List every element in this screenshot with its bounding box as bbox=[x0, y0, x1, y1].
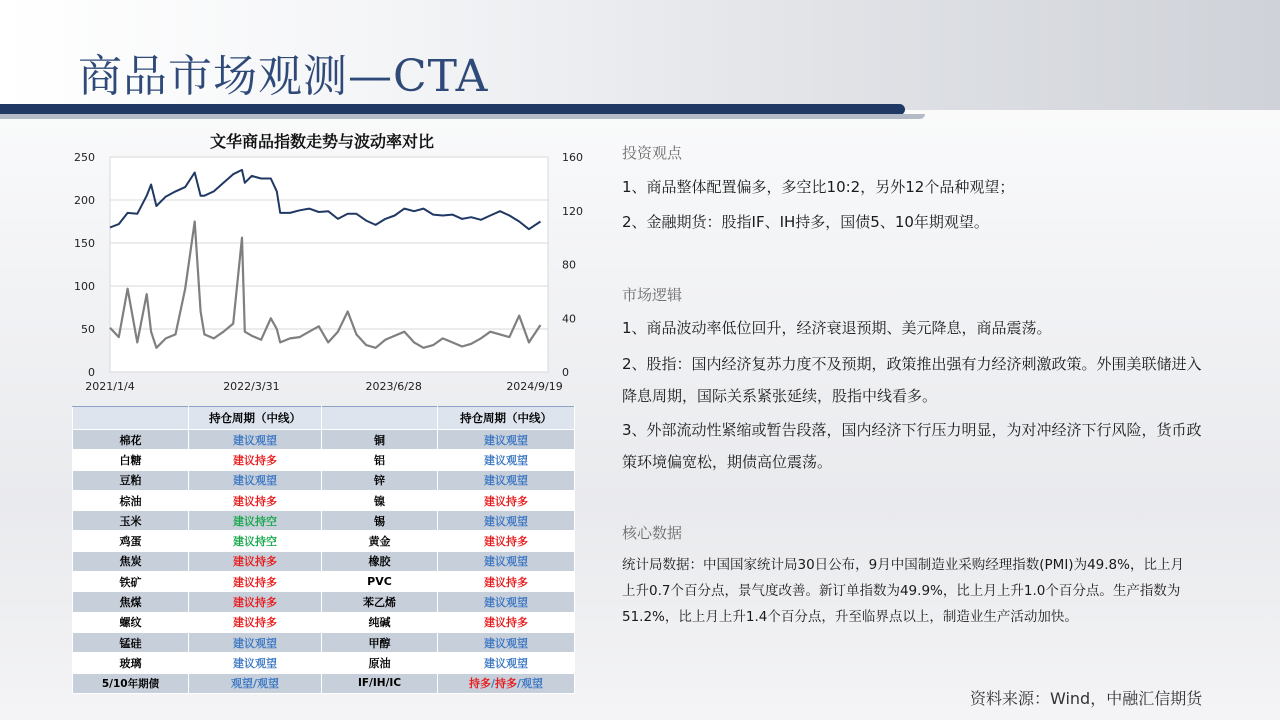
y-right-tick-label: 0 bbox=[562, 366, 569, 379]
commodity-name: 白糖 bbox=[73, 450, 189, 470]
table-row bbox=[73, 592, 575, 612]
table-row bbox=[73, 470, 575, 490]
advice-cell: 建议观望 bbox=[438, 450, 575, 470]
advice-cell: 建议观望 bbox=[438, 592, 575, 612]
x-tick-label: 2023/6/28 bbox=[365, 380, 422, 393]
commodity-name: 黄金 bbox=[322, 531, 438, 551]
advice-part: 观望 bbox=[521, 677, 544, 691]
y-right-tick-label: 80 bbox=[562, 258, 576, 272]
table-header-right: 持仓周期（中线） bbox=[438, 407, 575, 430]
commodity-name: 铝 bbox=[322, 450, 438, 470]
y-left-tick-label: 250 bbox=[74, 151, 95, 164]
advice-cell: 建议持多 bbox=[438, 572, 575, 592]
advice-cell: 建议持多 bbox=[438, 490, 575, 510]
table-row bbox=[73, 632, 575, 652]
commodity-name: 橡胶 bbox=[322, 551, 438, 571]
table-row bbox=[73, 490, 575, 510]
chart-title: 文华商品指数走势与波动率对比 bbox=[209, 132, 435, 151]
y-left-tick-label: 100 bbox=[74, 280, 95, 293]
view-point-2: 2、金融期货：股指IF、IH持多，国债5、10年期观望。 bbox=[622, 213, 989, 231]
advice-separator: / bbox=[517, 677, 522, 691]
commodity-name: 甲醇 bbox=[322, 632, 438, 652]
commodity-name: 锰硅 bbox=[73, 632, 189, 652]
advice-cell: 建议观望 bbox=[189, 632, 322, 652]
commodity-name: 纯碱 bbox=[322, 612, 438, 632]
commodity-name: 棉花 bbox=[73, 430, 189, 450]
table-header-row bbox=[73, 407, 575, 430]
advice-cell bbox=[438, 673, 575, 693]
commodity-name: 铁矿 bbox=[73, 572, 189, 592]
table-row bbox=[73, 430, 575, 450]
y-left-tick-label: 0 bbox=[88, 366, 95, 379]
advice-cell: 建议持空 bbox=[189, 511, 322, 531]
chart-gridlines bbox=[110, 157, 548, 372]
section-title-data: 核心数据 bbox=[622, 524, 683, 542]
y-right-tick-label: 120 bbox=[562, 204, 583, 218]
advice-cell: 建议持空 bbox=[189, 531, 322, 551]
table-row bbox=[73, 551, 575, 571]
commodity-name: 玻璃 bbox=[73, 653, 189, 673]
y-left-tick-label: 200 bbox=[74, 194, 95, 207]
advice-part: 观望 bbox=[257, 677, 280, 691]
commodity-name: 锡 bbox=[322, 511, 438, 531]
commodity-name: 焦炭 bbox=[73, 551, 189, 571]
advice-cell: 建议持多 bbox=[189, 551, 322, 571]
table-header-left: 持仓周期（中线） bbox=[189, 407, 322, 430]
commodity-name: 棕油 bbox=[73, 490, 189, 510]
commodity-name: 苯乙烯 bbox=[322, 592, 438, 612]
commodity-name: 玉米 bbox=[73, 511, 189, 531]
advice-cell: 建议持多 bbox=[189, 572, 322, 592]
table-row bbox=[73, 653, 575, 673]
y-left-tick-label: 50 bbox=[81, 323, 95, 336]
commodity-name: 锌 bbox=[322, 470, 438, 490]
table-row bbox=[73, 511, 575, 531]
advice-cell: 建议持多 bbox=[189, 450, 322, 470]
advice-cell: 建议观望 bbox=[438, 551, 575, 571]
advice-part: 观望 bbox=[230, 677, 253, 691]
advice-cell: 建议观望 bbox=[189, 470, 322, 490]
advice-cell: 建议观望 bbox=[438, 430, 575, 450]
logic-point-3: 3、外部流动性紧缩或暂告段落，国内经济下行压力明显，为对冲经济下行风险，货币政策环境偏宽松，期债高位震荡。 bbox=[622, 421, 1202, 471]
commodity-name: 豆粕 bbox=[73, 470, 189, 490]
view-point-1: 1、商品整体配置偏多，多空比10:2，另外12个品种观望； bbox=[622, 178, 1015, 196]
advice-part: 持多 bbox=[468, 677, 491, 691]
advice-cell: 建议持多 bbox=[189, 490, 322, 510]
commodity-name: 5/10年期债 bbox=[73, 673, 189, 693]
advice-part: 持多 bbox=[495, 677, 517, 691]
dual-axis-line-chart bbox=[60, 125, 600, 403]
commodity-name: 铜 bbox=[322, 430, 438, 450]
commodity-name: 鸡蛋 bbox=[73, 531, 189, 551]
table-row bbox=[73, 572, 575, 592]
x-tick-label: 2021/1/4 bbox=[85, 380, 135, 393]
advice-cell: 建议观望 bbox=[189, 653, 322, 673]
advice-cell: 建议观望 bbox=[438, 470, 575, 490]
table-row bbox=[73, 673, 575, 693]
logic-point-1: 1、商品波动率低位回升，经济衰退预期、美元降息，商品震荡。 bbox=[622, 319, 1052, 337]
source-note: 资料来源：Wind，中融汇信期货 bbox=[970, 689, 1203, 708]
y-left-tick-label: 150 bbox=[74, 237, 95, 250]
section-title-logic: 市场逻辑 bbox=[622, 286, 683, 304]
advice-cell: 建议观望 bbox=[189, 430, 322, 450]
x-tick-label: 2022/3/31 bbox=[223, 380, 280, 393]
advice-cell: 建议持多 bbox=[438, 531, 575, 551]
advice-separator: / bbox=[490, 677, 495, 691]
logic-point-2: 2、股指：国内经济复苏力度不及预期，政策推出强有力经济刺激政策。外围美联储进入降息周期，国际关系紧张延续，股指中线看多。 bbox=[622, 355, 1202, 405]
section-title-view: 投资观点 bbox=[622, 144, 683, 162]
y-right-tick-label: 40 bbox=[562, 312, 576, 326]
table-row bbox=[73, 531, 575, 551]
commodity-name: 焦煤 bbox=[73, 592, 189, 612]
plot-area bbox=[110, 157, 548, 372]
advice-cell: 建议观望 bbox=[438, 632, 575, 652]
commodity-name: IF/IH/IC bbox=[322, 673, 438, 693]
commodity-name: 镍 bbox=[322, 490, 438, 510]
advice-cell: 建议观望 bbox=[438, 653, 575, 673]
y-right-tick-label: 160 bbox=[562, 151, 583, 164]
table-row bbox=[73, 612, 575, 632]
advice-cell: 建议观望 bbox=[438, 511, 575, 531]
table-row bbox=[73, 450, 575, 470]
commodity-name: 螺纹 bbox=[73, 612, 189, 632]
position-table bbox=[72, 406, 575, 694]
core-data-paragraph: 统计局数据：中国国家统计局30日公布，9月中国制造业采购经理指数(PMI)为49.8%，比上月上升0.7个百分点，景气度改善。新订单指数为49.9%，比上月上升1.0个百分点。生产指数为51.2%，比上月上升1.4个百分点，升至临界点以上，制造业生产活动加快。 bbox=[622, 557, 1184, 625]
page-title: 商品市场观测—CTA bbox=[78, 51, 489, 102]
advice-cell: 建议持多 bbox=[189, 612, 322, 632]
advice-separator: / bbox=[252, 677, 258, 691]
advice-cell: 建议持多 bbox=[438, 612, 575, 632]
advice-cell: 建议持多 bbox=[189, 592, 322, 612]
advice-cell bbox=[189, 673, 322, 693]
commodity-name: PVC bbox=[322, 572, 438, 592]
header-bar-shadow bbox=[0, 114, 925, 119]
commodity-name: 原油 bbox=[322, 653, 438, 673]
x-tick-label: 2024/9/19 bbox=[506, 380, 563, 393]
